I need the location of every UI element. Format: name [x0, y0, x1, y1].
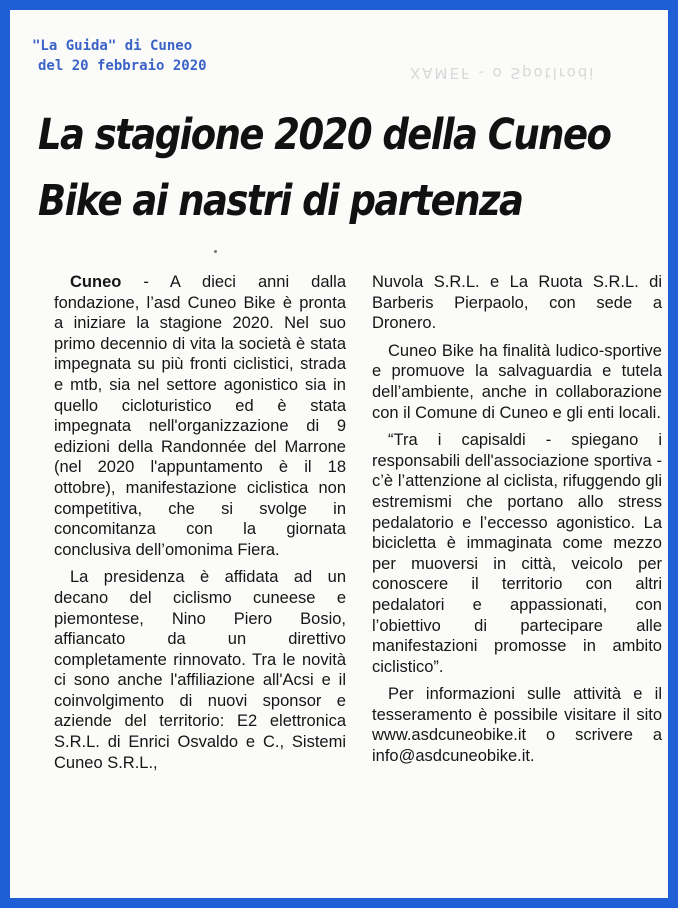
paragraph: [54, 272, 346, 560]
newspaper-clipping: [10, 10, 668, 898]
dateline: Cuneo: [70, 273, 122, 291]
headline-line2: Bike ai nastri di partenza: [38, 176, 523, 226]
article-column-left: [54, 272, 346, 773]
paragraph-text: - A dieci anni dalla fondazione, l’asd Cuneo Bike è pronta a iniziare la stagione 2020. Nel suo primo decennio di vita la società è stata impegnata su più fronti ciclistici, strada e mtb, sia nel settore agonistico sia in quello cicloturistico ed è stata impegnata nell'organizzazione di 9 edizioni della Randonnée del Marrone (nel 2020 l'appuntamento è il 18 ottobre), manifestazione ciclistica non competitiva, che si svolge in concomitanza con la giornata conclusiva dell’omonima Fiera.: [54, 273, 346, 559]
print-speck: [214, 250, 217, 253]
source-caption-line2: del 20 febbraio 2020: [38, 58, 207, 74]
article-column-right: [372, 272, 662, 767]
paragraph: La presidenza è affidata ad un decano del ciclismo cuneese e piemontese, Nino Piero Bosio, affiancato da un direttivo completamente rinnovato. Tra le novità ci sono anche l'affiliazione all'Acsi e il coinvolgimento di nuovi sponsor e aziende del territorio: E2 elettronica S.R.L. di Enrici Osvaldo e C., Sistemi Cuneo S.R.L.,: [54, 568, 346, 772]
paragraph: Cuneo Bike ha finalità ludico-sportive e promuove la salvaguardia e tutela dell’ambiente, anche in collaborazione con il Comune di Cuneo e gli enti locali.: [372, 341, 662, 422]
headline-line1: La stagione 2020 della Cuneo: [38, 110, 611, 160]
paragraph: Nuvola S.R.L. e La Ruota S.R.L. di Barberis Pierpaolo, con sede a Dronero.: [372, 273, 662, 333]
paragraph: “Tra i capisaldi - spiegano i responsabili dell'associazione sportiva - c’è l’attenzione al ciclista, rifuggendo gli estremismi che portano allo stress pedalatorio e l’eccesso agonistico. La bicicletta è immaginata come mezzo per muoversi in città, veicolo per conoscere il territorio con altri pedalatori e appassionati, con l’obiettivo di partecipare alle manifestazioni promosse in ambito ciclistico”.: [372, 431, 662, 676]
source-caption: [32, 36, 207, 76]
source-caption-line1: "La Guida" di Cuneo: [32, 38, 193, 54]
bleed-through-text: XAMEF - o Spotlrodi: [410, 64, 596, 82]
paragraph: Per informazioni sulle attività e il tesseramento è possibile visitare il sito www.asdcuneobike.it o scrivere a info@asdcuneobike.it.: [372, 685, 662, 766]
article-headline: [38, 102, 611, 234]
